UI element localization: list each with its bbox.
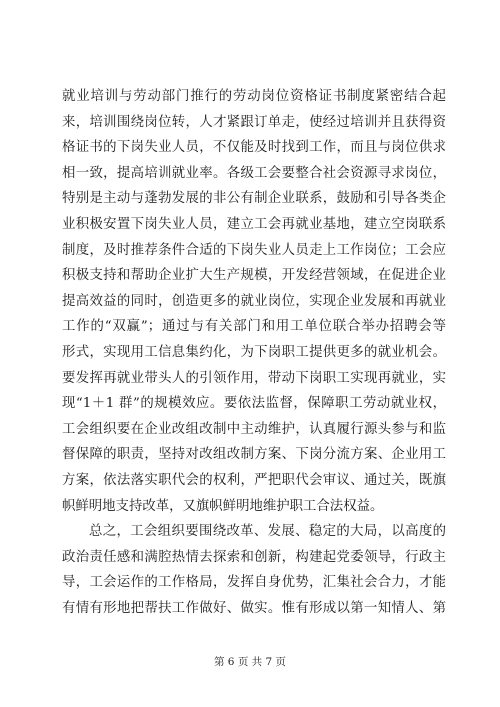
text-line: 方案，依法落实职代会的权利，严把职代会审议、通过关，既旗: [62, 472, 446, 488]
text-line: 现“1＋1 群”的规模效应。要依法监督，保障职工劳动就业权，: [62, 396, 446, 412]
page-footer: 第 6 页 共 7 页: [213, 656, 287, 668]
text-line: 督保障的职责，坚持对改组改制方案、下岗分流方案、企业用工: [62, 447, 446, 463]
text-line: 帜鲜明地支持改革，又旗帜鲜明地维护职工合法权益。: [62, 498, 384, 514]
paragraph-2: [62, 519, 446, 621]
text-line: 格证书的下岗失业人员，不仅能及时找到工作，而且与岗位供求: [62, 140, 446, 156]
text-line: 工作的“双赢”；通过与有关部门和用工单位联合举办招聘会等: [62, 319, 446, 335]
text-line: 有情有形地把帮扶工作做好、做实。惟有形成以第一知情人、第: [62, 600, 446, 616]
text-line: 总之，工会组织要围绕改革、发展、稳定的大局，以高度的: [89, 524, 446, 540]
text-line: 相一致，提高培训就业率。各级工会要整合社会资源寻求岗位，: [62, 165, 446, 181]
body-text: [62, 84, 446, 621]
text-line: 特别是主动与蓬勃发展的非公有制企业联系，鼓励和引导各类企: [62, 191, 446, 207]
text-line: 业积极安置下岗失业人员，建立工会再就业基地，建立空岗联系: [62, 216, 446, 232]
text-line: 来，培训围绕岗位转，人才紧跟订单走，使经过培训并且获得资: [62, 114, 446, 130]
text-line: 政治责任感和满腔热情去探索和创新，构建起党委领导，行政主: [62, 549, 446, 565]
text-line: 制度，及时推荐条件合适的下岗失业人员走上工作岗位；工会应: [62, 242, 446, 258]
text-line: 提高效益的同时，创造更多的就业岗位，实现企业发展和再就业: [62, 293, 446, 309]
text-line: 积极支持和帮助企业扩大生产规模，开发经营领域，在促进企业: [62, 268, 446, 284]
paragraph-1: [62, 84, 446, 519]
text-line: 要发挥再就业带头人的引领作用，带动下岗职工实现再就业，实: [62, 370, 446, 386]
text-line: 导，工会运作的工作格局，发挥自身优势，汇集社会合力，才能: [62, 575, 446, 591]
text-line: 形式，实现用工信息集约化，为下岗职工提供更多的就业机会。: [62, 344, 446, 360]
text-line: 工会组织要在企业改组改制中主动维护，认真履行源头参与和监: [62, 421, 446, 437]
text-line: 就业培训与劳动部门推行的劳动岗位资格证书制度紧密结合起: [62, 89, 446, 104]
